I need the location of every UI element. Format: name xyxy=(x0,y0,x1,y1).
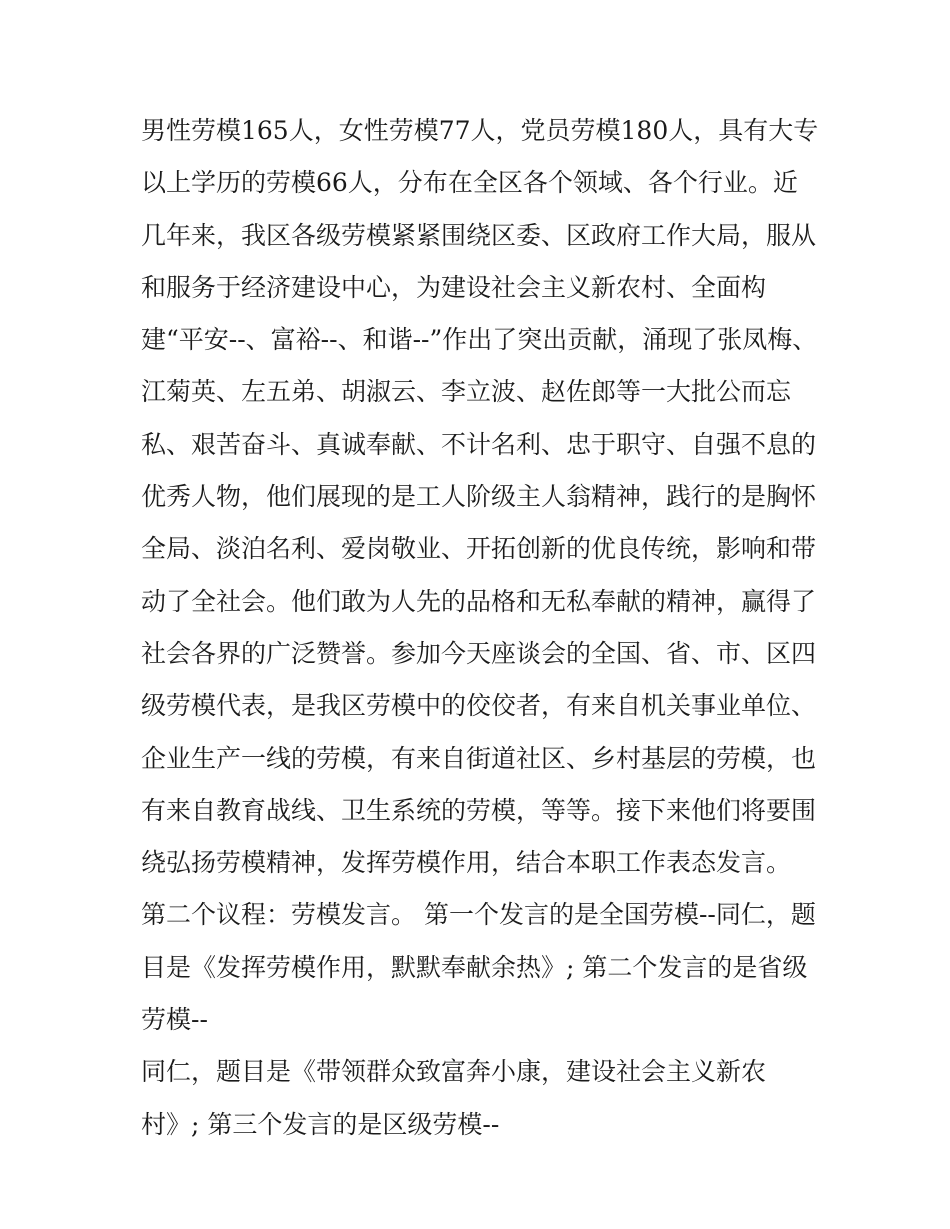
text-line: 同仁，题目是《带领群众致富奔小康，建设社会主义新农 xyxy=(141,1057,767,1087)
body-text xyxy=(141,110,821,1156)
text-line: 江菊英、左五弟、胡淑云、李立波、赵佐郎等一大批公而忘 xyxy=(141,377,792,407)
text-line: 全局、淡泊名利、爱岗敬业、开拓创新的优良传统，影响和带 xyxy=(141,534,817,564)
text-line: 劳模-- xyxy=(141,1005,208,1035)
text-line: 企业生产一线的劳模，有来自街道社区、乡村基层的劳模，也 xyxy=(141,743,817,773)
text-line: 男性劳模165人，女性劳模77人，党员劳模180人，具有大专 xyxy=(141,116,819,145)
text-line: 村》; 第三个发言的是区级劳模-- xyxy=(141,1109,500,1139)
text-line: 和服务于经济建设中心，为建设社会主义新农村、全面构 xyxy=(141,272,767,302)
text-line: 以上学历的劳模66人，分布在全区各个领域、各个行业。近 xyxy=(141,168,798,198)
text-line: 几年来，我区各级劳模紧紧围绕区委、区政府工作大局，服从 xyxy=(141,220,817,250)
text-line: 社会各界的广泛赞誉。参加今天座谈会的全国、省、市、区四 xyxy=(141,638,817,668)
text-line: 优秀人物，他们展现的是工人阶级主人翁精神，践行的是胸怀 xyxy=(141,482,817,512)
text-line: 动了全社会。他们敢为人先的品格和无私奉献的精神，赢得了 xyxy=(141,586,817,616)
text-line: 建“平安--、富裕--、和谐--”作出了突出贡献，涌现了张凤梅、 xyxy=(141,325,818,355)
text-line: 第二个议程：劳模发言。 第一个发言的是全国劳模--同仁，题 xyxy=(141,900,816,930)
text-line: 私、艰苦奋斗、真诚奉献、不计名利、忠于职守、自强不息的 xyxy=(141,429,817,459)
text-line: 级劳模代表，是我区劳模中的佼佼者，有来自机关事业单位、 xyxy=(141,691,817,721)
text-line: 绕弘扬劳模精神，发挥劳模作用，结合本职工作表态发言。 xyxy=(141,848,792,878)
text-line: 有来自教育战线、卫生系统的劳模，等等。接下来他们将要围 xyxy=(141,795,817,825)
text-line: 目是《发挥劳模作用，默默奉献余热》; 第二个发言的是省级 xyxy=(141,952,808,982)
